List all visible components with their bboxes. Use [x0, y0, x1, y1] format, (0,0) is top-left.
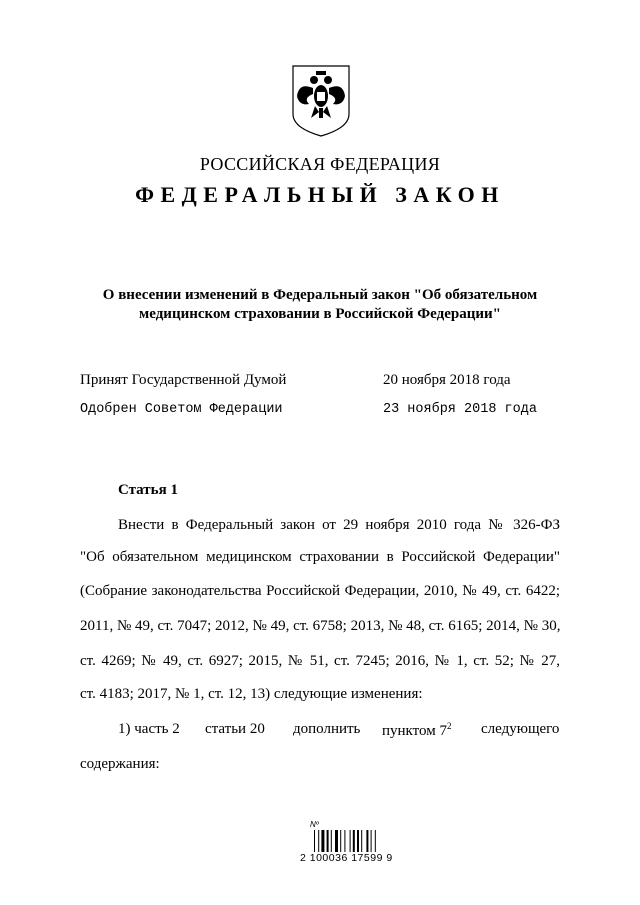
article-line-1: Внести в Федеральный закон от 29 ноября 2010 года № 326-ФЗ — [118, 517, 560, 533]
item1-point-number: пунктом 7 — [382, 723, 447, 739]
barcode-bar — [321, 830, 324, 852]
barcode-mark: Nº — [310, 820, 319, 829]
item1-end: содержания: — [80, 756, 160, 772]
barcode-bar — [361, 830, 362, 852]
barcode-bar — [314, 830, 315, 852]
barcode-bar — [350, 830, 351, 852]
item1-part-6: следующего — [481, 721, 560, 737]
barcode-bar — [331, 830, 332, 852]
barcode-bar — [371, 830, 372, 852]
barcode-bar — [318, 830, 319, 852]
article-heading: Статья 1 — [118, 482, 178, 498]
barcode-bar — [366, 830, 368, 852]
barcode-bar — [375, 830, 376, 852]
barcode-bar — [335, 830, 338, 852]
barcode-number: 2 100036 17599 9 — [300, 852, 393, 864]
item1-superscript: 2 — [446, 721, 452, 731]
document-type-title: ФЕДЕРАЛЬНЫЙ ЗАКОН — [135, 182, 505, 207]
item1-part-2: статьи 20 — [205, 721, 265, 737]
law-subject-line-1: О внесении изменений в Федеральный закон "Об обязательном — [102, 287, 538, 303]
item1-part-3: дополнить — [293, 721, 361, 737]
article-line-3: (Собрание законодательства Российской Федерации, 2010, № 49, ст. 6422; — [80, 583, 560, 599]
council-approval-label: Одобрен Советом Федерации — [80, 402, 283, 417]
item1-part-1: 1) часть 2 — [118, 721, 180, 737]
law-subject-line-2: медицинском страховании в Российской Федерации" — [139, 306, 501, 322]
barcode-bar — [344, 830, 345, 852]
barcode-bar — [353, 830, 355, 852]
barcode-bar — [340, 830, 341, 852]
council-approval-date: 23 ноября 2018 года — [383, 402, 537, 417]
duma-adoption-date: 20 ноября 2018 года — [383, 372, 511, 388]
item1-part-4 — [382, 721, 451, 740]
article-line-2: "Об обязательном медицинском страховании в Российской Федерации" — [80, 549, 560, 565]
barcode-graphic — [308, 818, 386, 856]
country-name: РОССИЙСКАЯ ФЕДЕРАЦИЯ — [199, 154, 441, 174]
barcode-bar — [357, 830, 359, 852]
coat-of-arms-emblem — [289, 62, 353, 138]
article-line-6: ст. 4183; 2017, № 1, ст. 12, 13) следующие изменения: — [80, 686, 423, 702]
article-line-4: 2011, № 49, ст. 7047; 2012, № 49, ст. 6758; 2013, № 48, ст. 6165; 2014, № 30, — [80, 618, 561, 634]
barcode-bar — [327, 830, 329, 852]
article-line-5: ст. 4269; № 49, ст. 6927; 2015, № 51, ст. 7245; 2016, № 1, ст. 52; № 27, — [80, 653, 560, 669]
duma-adoption-label: Принят Государственной Думой — [80, 372, 287, 388]
law-subject — [80, 286, 560, 324]
